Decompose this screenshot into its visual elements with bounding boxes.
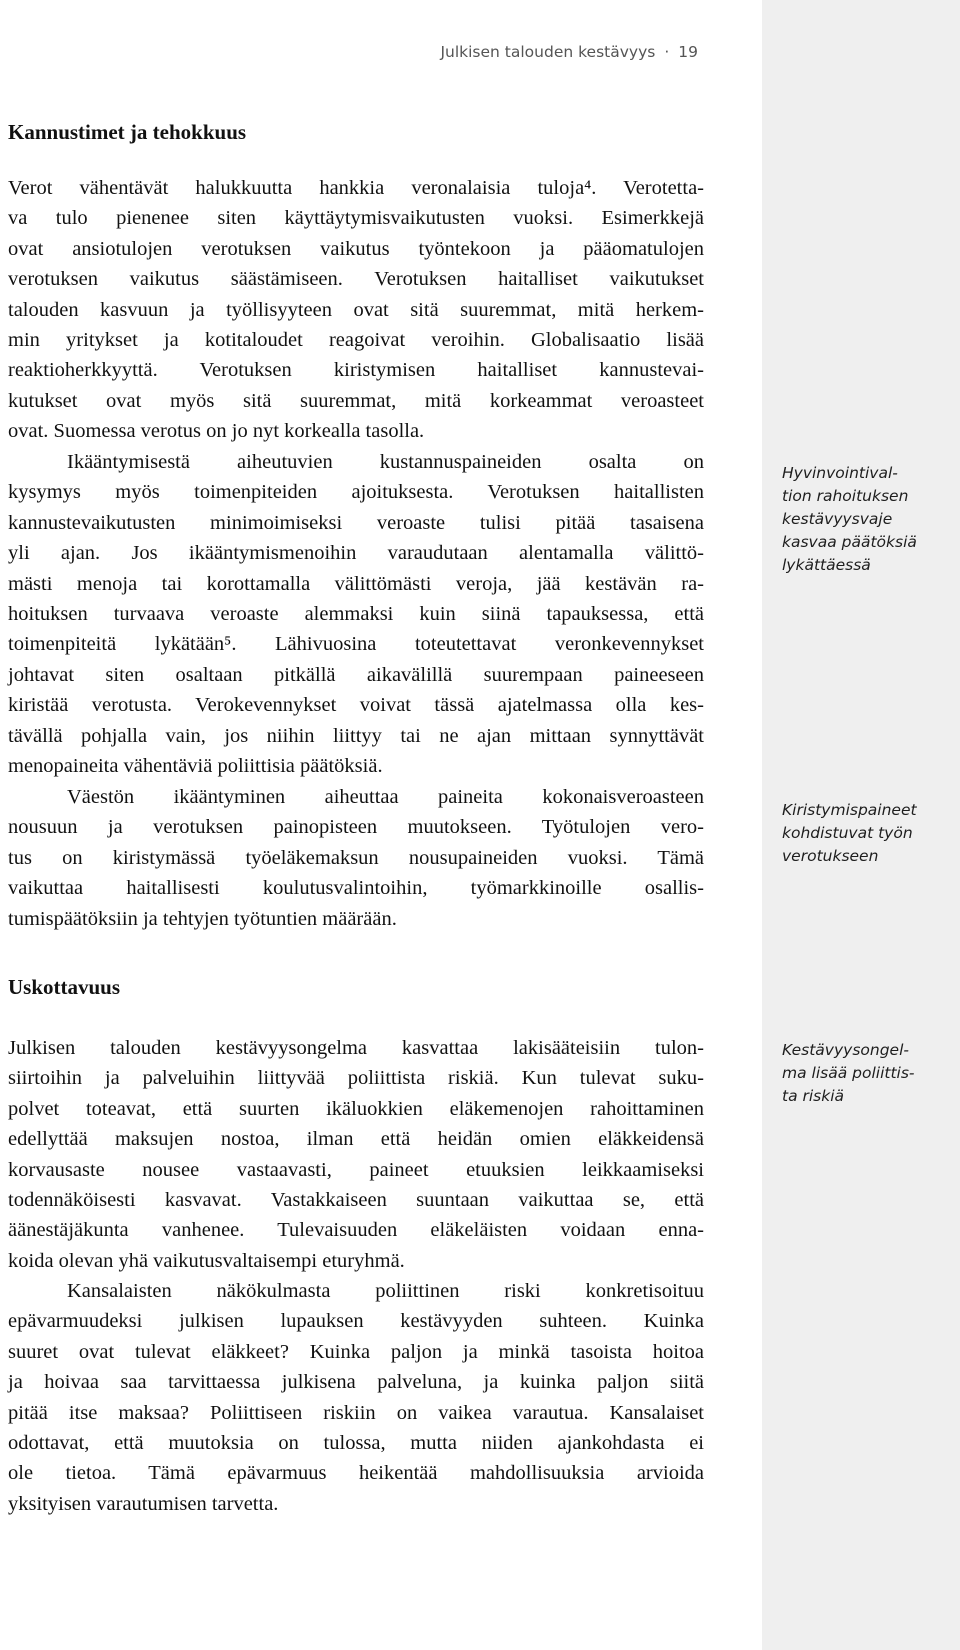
paragraph-line: yksityisen varautumisen tarvetta. bbox=[8, 1492, 279, 1515]
paragraph-line: johtavat siten osaltaan pitkällä aikavälillä suurempaan paineeseen bbox=[8, 663, 704, 686]
paragraph-line: verotuksen vaikutus säästämiseen. Verotuksen haitalliset vaikutukset bbox=[8, 268, 704, 291]
paragraph-line: nousuun ja verotuksen painopisteen muutokseen. Työtulojen vero- bbox=[8, 816, 704, 839]
paragraph bbox=[8, 1033, 704, 1276]
paragraph bbox=[8, 782, 704, 934]
paragraph-line: Julkisen talouden kestävyysongelma kasvattaa lakisääteisiin tulon- bbox=[8, 1037, 704, 1059]
paragraph-line: mästi menoja tai korottamalla välittömästi veroja, jää kestävän ra- bbox=[8, 572, 704, 595]
margin-note-political-risk bbox=[782, 1039, 952, 1108]
paragraph-line: hoituksen turvaava veroaste alemmaksi kuin siinä tapauksessa, että bbox=[8, 603, 704, 626]
paragraph-line: polvet toteavat, että suurten ikäluokkien eläkemenojen rahoittaminen bbox=[8, 1097, 704, 1120]
paragraph-line: Kansalaisten näkökulmasta poliittinen riski konkretisoituu bbox=[67, 1280, 704, 1302]
paragraph-line: korvausaste nousee vastaavasti, paineet etuuksien leikkaamiseksi bbox=[8, 1158, 704, 1181]
paragraph-line: edellyttää maksujen nostoa, ilman että heidän omien eläkkeidensä bbox=[8, 1128, 704, 1151]
page-number: 19 bbox=[678, 43, 698, 61]
paragraph-line: Ikääntymisestä aiheutuvien kustannuspaineiden osalta on bbox=[67, 451, 704, 473]
paragraph-line: min yritykset ja kotitaloudet reagoivat veroihin. Globalisaatio lisää bbox=[8, 329, 704, 352]
paragraph-line: epävarmuudeksi julkisen lupauksen kestävyyden suhteen. Kuinka bbox=[8, 1310, 704, 1333]
paragraph-line: kannustevaikutusten minimoimiseksi veroaste tulisi pitää tasaisena bbox=[8, 511, 704, 534]
paragraph-line: menopaineita vähentäviä poliittisia päätöksiä. bbox=[8, 755, 383, 778]
paragraph-line: todennäköisesti kasvavat. Vastakkaiseen suuntaan vaikuttaa se, että bbox=[8, 1189, 704, 1212]
paragraph-line: Väestön ikääntyminen aiheuttaa paineita kokonaisveroasteen bbox=[67, 786, 704, 808]
paragraph-line: ja hoivaa saa tarvittaessa julkisena palveluna, ja kuinka paljon siitä bbox=[8, 1371, 704, 1394]
running-head bbox=[440, 43, 698, 61]
paragraph-line: suuret ovat tulevat eläkkeet? Kuinka paljon ja minkä tasoista hoitoa bbox=[8, 1340, 704, 1363]
margin-note-line: kohdistuvat työn bbox=[782, 824, 913, 842]
margin-note-line: lykättäessä bbox=[782, 556, 871, 574]
paragraph-line: kutukset ovat myös sitä suuremmat, mitä korkeammat veroasteet bbox=[8, 389, 704, 412]
paragraph-line: Verot vähentävät halukkuutta hankkia veronalaisia tuloja⁴. Verotetta- bbox=[8, 177, 704, 199]
paragraph-line: odottavat, että muutoksia on tulossa, mutta niiden ajankohdasta ei bbox=[8, 1432, 704, 1455]
paragraph bbox=[8, 173, 704, 447]
margin-note-line: ma lisää poliittis- bbox=[782, 1064, 915, 1082]
running-head-separator: · bbox=[664, 43, 670, 61]
paragraph-line: ovat. Suomessa verotus on jo nyt korkealla tasolla. bbox=[8, 420, 425, 443]
paragraph bbox=[8, 1276, 704, 1519]
paragraph-line: ole tietoa. Tämä epävarmuus heikentää mahdollisuuksia arvioida bbox=[8, 1462, 704, 1485]
paragraph-line: pitää itse maksaa? Poliittiseen riskiin on vaikea varautua. Kansalaiset bbox=[8, 1401, 704, 1424]
running-head-title: Julkisen talouden kestävyys bbox=[440, 43, 656, 61]
paragraph-line: tävällä pohjalla vain, jos niihin liittyy tai ne ajan mittaan synnyttävät bbox=[8, 724, 704, 747]
margin-note-sustainability-gap bbox=[782, 462, 952, 577]
paragraph-line: yli ajan. Jos ikääntymismenoihin varaudutaan alentamalla välittö- bbox=[8, 542, 704, 565]
paragraph-line: äänestäjäkunta vanhenee. Tulevaisuuden eläkeläisten voidaan enna- bbox=[8, 1219, 704, 1242]
margin-note-line: ta riskiä bbox=[782, 1087, 845, 1105]
paragraph-line: tumispäätöksiin ja tehtyjen työtuntien määrään. bbox=[8, 907, 397, 930]
paragraph-line: va tulo pienenee siten käyttäytymisvaikutusten vuoksi. Esimerkkejä bbox=[8, 207, 704, 230]
margin-note-tax-pressure bbox=[782, 799, 952, 868]
margin-note-line: kestävyysvaje bbox=[782, 510, 893, 528]
margin-note-line: Kiristymispaineet bbox=[782, 801, 917, 819]
margin-note-line: kasvaa päätöksiä bbox=[782, 533, 917, 551]
paragraph-line: siirtoihin ja palveluihin liittyvää poliittista riskiä. Kun tulevat suku- bbox=[8, 1067, 704, 1090]
margin-note-line: Hyvinvointival- bbox=[782, 464, 898, 482]
section-heading-uskottavuus: Uskottavuus bbox=[8, 975, 121, 999]
paragraph-line: tus on kiristymässä työeläkemaksun nousupaineiden vuoksi. Tämä bbox=[8, 846, 704, 869]
margin-note-line: verotukseen bbox=[782, 847, 879, 865]
paragraph-line: ovat ansiotulojen verotuksen vaikutus työntekoon ja pääomatulojen bbox=[8, 237, 704, 260]
section-heading-kannustimet: Kannustimet ja tehokkuus bbox=[8, 120, 247, 144]
paragraph-line: kiristää verotusta. Verokevennykset voivat tässä ajatelmassa olla kes- bbox=[8, 694, 704, 717]
paragraph-line: vaikuttaa haitallisesti koulutusvalintoihin, työmarkkinoille osallis- bbox=[8, 877, 704, 900]
paragraph-line: koida olevan yhä vaikutusvaltaisempi eturyhmä. bbox=[8, 1249, 405, 1272]
paragraph-line: toimenpiteitä lykätään⁵. Lähivuosina toteutettavat veronkevennykset bbox=[8, 633, 704, 656]
paragraph-line: kysymys myös toimenpiteiden ajoituksesta. Verotuksen haitallisten bbox=[8, 481, 704, 504]
paragraph-line: talouden kasvuun ja työllisyyteen ovat sitä suuremmat, mitä herkem- bbox=[8, 298, 704, 321]
paragraph-line: reaktioherkkyyttä. Verotuksen kiristymisen haitalliset kannustevai- bbox=[8, 359, 704, 382]
paragraph bbox=[8, 447, 704, 781]
margin-note-line: tion rahoituksen bbox=[782, 487, 909, 505]
margin-note-line: Kestävyysongel- bbox=[782, 1041, 909, 1059]
